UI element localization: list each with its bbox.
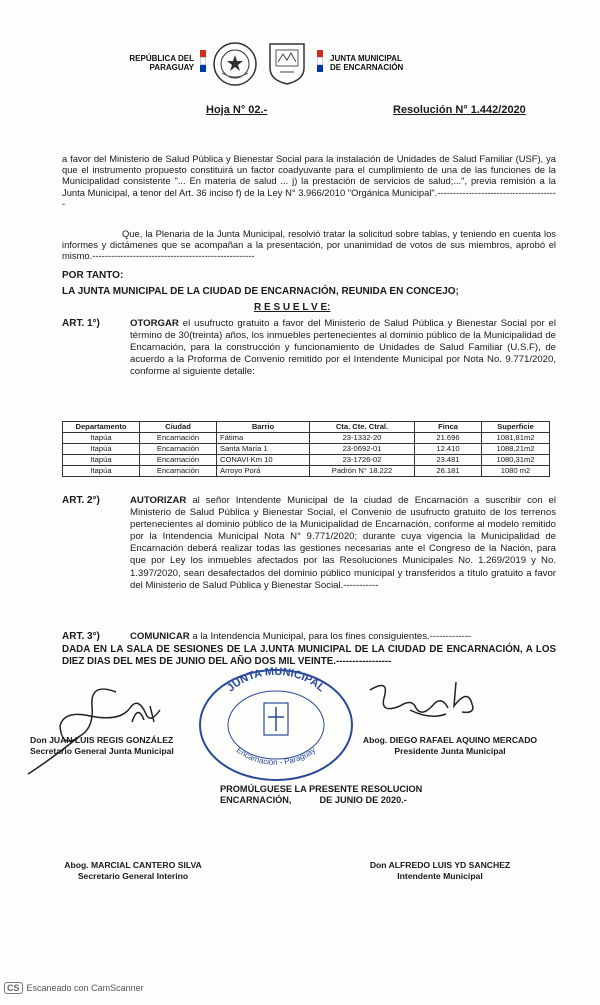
stamp-bottom-text: Encarnación - Paraguay: [234, 745, 318, 767]
table-header-row: [63, 422, 550, 433]
header-right-line1: JUNTA MUNICIPAL: [330, 54, 402, 63]
bottom-right-title: Intendente Municipal: [397, 871, 483, 881]
bottom-left-name: Abog. MARCIAL CANTERO SILVA: [64, 860, 202, 870]
promulgation-line-1: PROMÚLGUESE LA PRESENTE RESOLUCION: [220, 784, 423, 794]
article-3-verb: COMUNICAR: [130, 631, 190, 642]
resolution-number: Resolución N° 1.442/2020: [393, 104, 526, 116]
camscanner-watermark: [4, 982, 144, 994]
table-header: Ciudad: [140, 422, 217, 433]
table-cell: 23-0692-01: [310, 444, 415, 455]
bottom-left-signatory: [48, 860, 218, 882]
article-2-text: al señor Intendente Municipal de la ciudad de Encarnación a suscribir con el Ministerio de Salud Pública y Bienestar Social, el Convenio de usufructo gratuito de los terrenos pertenecientes al dominio público de la Municipalidad de Encarnación, conforme al modelo remitido por la Intendencia Municipal Nota N° 9.771/2020; durante cuya vigencia la Municipalidad de Encarnación deberá realizar todas las gestiones necesarias ante el Congreso de la Nación, para que por Ley los inmuebles afectados por las Resoluciones Municipales No. 1.269/2019 y No. 1.397/2020, sean desafectados del dominio público municipal y transferidos a título gratuito a favor del Ministerio de Salud Pública y Bienestar Social.-----------: [130, 495, 556, 591]
flag-stripe-right: [317, 50, 323, 70]
stamp-top-text: JUNTA MUNICIPAL: [224, 667, 328, 695]
left-signatory-name: Don JUAN LUIS REGIS GONZÁLEZ: [30, 735, 174, 745]
article-2-verb: AUTORIZAR: [130, 495, 187, 506]
article-2-body: [130, 495, 556, 592]
table-cell: 1080,31m2: [482, 455, 550, 466]
sheet-number: Hoja N° 02.-: [206, 104, 268, 116]
header-left-text: [118, 54, 194, 72]
table-cell: 23-1726-02: [310, 455, 415, 466]
table-header: Departamento: [63, 422, 140, 433]
flag-stripe-left: [200, 50, 206, 70]
article-3-label: ART. 3°): [62, 631, 100, 642]
table-row: [63, 433, 550, 444]
table-header: Superficie: [482, 422, 550, 433]
table-cell: Encarnación: [140, 433, 217, 444]
table-cell: 1081,81m2: [482, 433, 550, 444]
property-table: [62, 421, 550, 477]
right-signatory-name: Abog. DIEGO RAFAEL AQUINO MERCADO: [362, 735, 538, 745]
header-right-text: [330, 54, 440, 72]
table-cell: 12.410: [415, 444, 482, 455]
promulgation-block: [220, 784, 422, 806]
table-cell: Arroyo Porá: [217, 466, 310, 477]
dada-paragraph: DADA EN LA SALA DE SESIONES DE LA J.UNTA MUNICIPAL DE LA CIUDAD DE ENCARNACIÓN, A LOS DIEZ DIAS DEL MES DE JUNIO DEL AÑO DOS MIL VEINTE.-----------------: [62, 644, 556, 667]
table-cell: 21.696: [415, 433, 482, 444]
table-header: Barrio: [217, 422, 310, 433]
camscanner-text: Escaneado con CamScanner: [26, 983, 144, 993]
table-cell: 23-1332-20: [310, 433, 415, 444]
table-row: [63, 444, 550, 455]
header-left-line1: REPÚBLICA DEL: [129, 54, 194, 63]
camscanner-badge: CS: [4, 982, 23, 994]
table-header: Cta. Cte. Ctral.: [310, 422, 415, 433]
article-1-verb: OTORGAR: [130, 318, 179, 329]
article-1-body: [130, 318, 556, 378]
junta-municipal-stamp: [196, 667, 356, 783]
right-signatory-title: Presidente Junta Municipal: [394, 746, 506, 756]
article-1-label: ART. 1°): [62, 318, 100, 329]
table-cell: Encarnación: [140, 444, 217, 455]
national-seal-icon: [212, 41, 258, 87]
table-header: Finca: [415, 422, 482, 433]
paragraph-1: a favor del Ministerio de Salud Pública y Bienestar Social para la instalación de Unidades de Salud Familiar (USF), ya que el instrumento propuesto constituirá un factor coadyuvante para el cumplimiento de una de las funciones de la Municipalidad consistente "... En materia de salud ... j) la prestación de servicios de salud;...", previa remisión a la Junta Municipal, a tenor del Art. 36 inciso f) de la Ley N° 3.966/2010 "Orgánica Municipal".---------------------------------------: [62, 153, 556, 209]
svg-text:Encarnación - Paraguay: [235, 746, 317, 767]
table-cell: 23.481: [415, 455, 482, 466]
article-2-label: ART. 2°): [62, 495, 100, 506]
junta-line: LA JUNTA MUNICIPAL DE LA CIUDAD DE ENCARNACIÓN, REUNIDA EN CONCEJO;: [62, 286, 459, 297]
table-cell: Padrón N° 18.222: [310, 466, 415, 477]
table-cell: Fátima: [217, 433, 310, 444]
left-signatory-title: Secretario General Junta Municipal: [30, 746, 174, 756]
article-3-body: [130, 631, 556, 642]
header-left-line2: PARAGUAY: [149, 63, 194, 72]
table-cell: Itapúa: [63, 466, 140, 477]
table-cell: Itapúa: [63, 433, 140, 444]
bottom-right-name: Don ALFREDO LUIS YD SANCHEZ: [369, 860, 511, 870]
table-cell: 1088,21m2: [482, 444, 550, 455]
resuelve-heading: R E S U E L V E:: [254, 302, 331, 313]
right-signatory: [348, 735, 552, 757]
table-cell: Santa María 1: [217, 444, 310, 455]
table-cell: Encarnación: [140, 455, 217, 466]
table-cell: Encarnación: [140, 466, 217, 477]
svg-text:JUNTA MUNICIPAL: [225, 667, 327, 695]
table-row: [63, 466, 550, 477]
municipal-crest-icon: [266, 40, 308, 86]
article-3-text: a la Intendencia Municipal, para los fines consiguientes.-------------: [189, 631, 472, 642]
left-signatory: [30, 735, 174, 757]
table-cell: CONAVI Km 10: [217, 455, 310, 466]
table-cell: Itapúa: [63, 444, 140, 455]
table-cell: 1080 m2: [482, 466, 550, 477]
article-1-text: el usufructo gratuito a favor del Ministerio de Salud Pública y Bienestar Social por el término de 30(treinta) años, los inmuebles pertenecientes al dominio público de la Municipalidad de Encarnación, para la construcción y funcionamiento de Unidades de Salud Familiar (U.S.F), de acuerdo a la Proforma de Convenio remitido por el Intendente Municipal por Nota No. 9.771/2020, conforme al siguiente detalle:: [130, 318, 556, 377]
promulgation-line-2: ENCARNACIÓN, DE JUNIO DE 2020.-: [220, 795, 407, 805]
bottom-left-title: Secretario General Interino: [77, 871, 189, 881]
table-cell: 26.181: [415, 466, 482, 477]
table-row: [63, 455, 550, 466]
signature-right: [350, 668, 500, 728]
header-right-line2: DE ENCARNACIÓN: [330, 63, 404, 72]
signature-left: [20, 670, 190, 780]
paragraph-2: Que, la Plenaria de la Junta Municipal, resolvió tratar la solicitud sobre tablas, y teniendo en cuenta los informes y dictámenes que se acompañan a la presentación, por unanimidad de votos de sus miembros, aprobó el mismo.----------------------------------------------------: [62, 228, 556, 262]
bottom-right-signatory: [350, 860, 530, 882]
por-tanto: POR TANTO:: [62, 270, 124, 281]
table-cell: Itapúa: [63, 455, 140, 466]
